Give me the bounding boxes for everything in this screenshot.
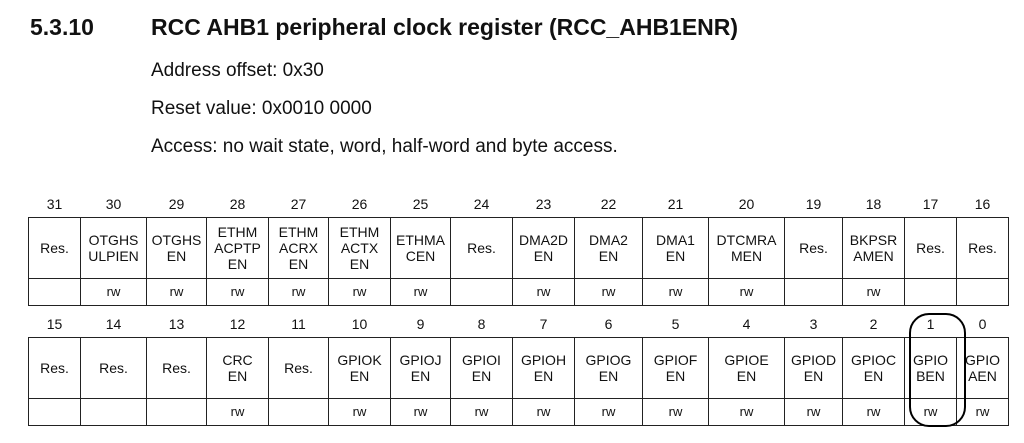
field-name-row — [29, 338, 1009, 399]
field-name: DMA1 EN — [643, 218, 709, 279]
field-name: GPIOD EN — [785, 338, 843, 399]
bit-number: 18 — [865, 196, 882, 212]
bit-number: 17 — [922, 196, 939, 212]
bit-number-row — [29, 191, 1009, 218]
access-type: rw — [709, 279, 785, 306]
field-name: GPIO AEN — [957, 338, 1009, 399]
access-type: rw — [81, 279, 147, 306]
access-row — [29, 279, 1009, 306]
bit-number: 19 — [805, 196, 822, 212]
access-type: rw — [207, 279, 269, 306]
access-type: rw — [643, 399, 709, 426]
bit-number: 10 — [351, 316, 368, 332]
field-name: GPIOE EN — [709, 338, 785, 399]
access-type: rw — [513, 279, 575, 306]
field-name: ETHM ACPTP EN — [207, 218, 269, 279]
bit-number: 27 — [290, 196, 307, 212]
bit-number: 7 — [539, 316, 548, 332]
reserved-field: Res. — [147, 338, 207, 399]
access-type: rw — [451, 399, 513, 426]
field-name: GPIOK EN — [329, 338, 391, 399]
access-type: rw — [269, 279, 329, 306]
bit-number: 14 — [105, 316, 122, 332]
field-name: GPIOI EN — [451, 338, 513, 399]
field-name: ETHMA CEN — [391, 218, 451, 279]
bit-number: 11 — [291, 316, 306, 332]
field-name: GPIOC EN — [843, 338, 905, 399]
field-name: GPIOG EN — [575, 338, 643, 399]
bit-number: 21 — [667, 196, 684, 212]
access-type: rw — [643, 279, 709, 306]
access-row — [29, 399, 1009, 426]
register-table-lower — [28, 311, 1009, 426]
access-type — [29, 279, 81, 306]
reserved-field: Res. — [785, 218, 843, 279]
access-type: rw — [391, 279, 451, 306]
field-name: OTGHS ULPIEN — [81, 218, 147, 279]
field-name: DTCMRA MEN — [709, 218, 785, 279]
access-type — [29, 399, 81, 426]
reserved-field: Res. — [269, 338, 329, 399]
access-type: rw — [391, 399, 451, 426]
bit-number: 13 — [168, 316, 185, 332]
access-type: rw — [147, 279, 207, 306]
access-type: rw — [207, 399, 269, 426]
field-name: GPIOF EN — [643, 338, 709, 399]
access-type — [269, 399, 329, 426]
address-offset-text: Address offset: 0x30 — [151, 60, 324, 81]
bit-number: 25 — [412, 196, 429, 212]
field-name: GPIOH EN — [513, 338, 575, 399]
bit-number: 8 — [477, 316, 486, 332]
field-name: GPIOJ EN — [391, 338, 451, 399]
reserved-field: Res. — [451, 218, 513, 279]
access-text: Access: no wait state, word, half-word and byte access. — [151, 136, 618, 157]
access-type — [147, 399, 207, 426]
bit-number: 23 — [535, 196, 552, 212]
section-title: RCC AHB1 peripheral clock register (RCC_AHB1ENR) — [151, 14, 739, 40]
reserved-field: Res. — [905, 218, 957, 279]
field-name: GPIO BEN — [905, 338, 957, 399]
reserved-field: Res. — [81, 338, 147, 399]
reserved-field: Res. — [29, 218, 81, 279]
section-number: 5.3.10 — [30, 14, 94, 40]
bit-number: 6 — [604, 316, 613, 332]
access-type: rw — [575, 399, 643, 426]
bit-number: 1 — [926, 316, 935, 332]
bit-number: 16 — [974, 196, 991, 212]
field-name: DMA2 EN — [575, 218, 643, 279]
bit-number: 26 — [351, 196, 368, 212]
access-type: rw — [575, 279, 643, 306]
bit-number: 5 — [671, 316, 680, 332]
field-name: BKPSR AMEN — [843, 218, 905, 279]
access-type: rw — [843, 279, 905, 306]
access-type — [785, 279, 843, 306]
field-name: OTGHS EN — [147, 218, 207, 279]
bit-number: 29 — [168, 196, 185, 212]
access-type: rw — [513, 399, 575, 426]
field-name: DMA2D EN — [513, 218, 575, 279]
bit-number: 12 — [229, 316, 246, 332]
reserved-field: Res. — [957, 218, 1009, 279]
access-type — [451, 279, 513, 306]
field-name: CRC EN — [207, 338, 269, 399]
bit-number: 15 — [46, 316, 63, 332]
bit-number: 24 — [473, 196, 490, 212]
bit-number: 30 — [105, 196, 122, 212]
field-name: ETHM ACRX EN — [269, 218, 329, 279]
field-name: ETHM ACTX EN — [329, 218, 391, 279]
access-type: rw — [709, 399, 785, 426]
access-type: rw — [905, 399, 957, 426]
access-type: rw — [785, 399, 843, 426]
access-type — [905, 279, 957, 306]
bit-number: 2 — [869, 316, 878, 332]
reserved-field: Res. — [29, 338, 81, 399]
access-type — [957, 279, 1009, 306]
bit-number: 28 — [229, 196, 246, 212]
access-type — [81, 399, 147, 426]
access-type: rw — [329, 279, 391, 306]
reset-value-text: Reset value: 0x0010 0000 — [151, 98, 372, 119]
bit-number: 0 — [978, 316, 987, 332]
bit-number: 4 — [742, 316, 751, 332]
register-table-upper — [28, 191, 1009, 306]
field-name-row — [29, 218, 1009, 279]
bit-number: 20 — [738, 196, 755, 212]
access-type: rw — [957, 399, 1009, 426]
bit-number: 22 — [600, 196, 617, 212]
access-type: rw — [843, 399, 905, 426]
bit-number: 3 — [809, 316, 818, 332]
bit-number: 9 — [416, 316, 425, 332]
bit-number: 31 — [46, 196, 63, 212]
bit-number-row — [29, 311, 1009, 338]
access-type: rw — [329, 399, 391, 426]
